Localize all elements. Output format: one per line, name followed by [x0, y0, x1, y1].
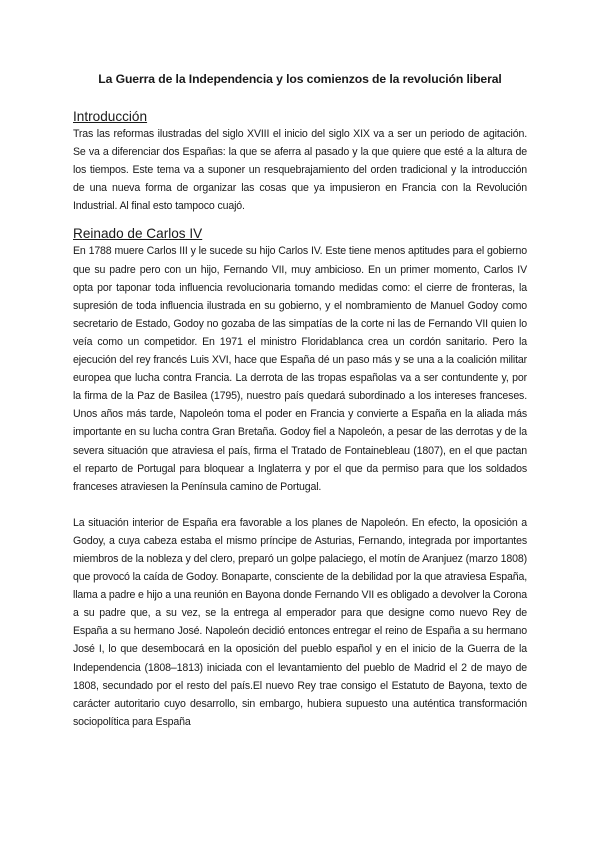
document-page: [73, 70, 527, 741]
section-introduccion: [73, 108, 527, 215]
paragraph-introduccion: Tras las reformas ilustradas del siglo XVIII el inicio del siglo XIX va a ser un periodo de agitación. Se va a diferenciar dos Españas: la que se aferra al pasado y la que quiere que esté a la altura de los tiempos. Este tema va a suponer un resquebrajamiento del orden tradicional y la introducción de una nueva forma de organizar las cosas que ya impusieron en Francia con la Revolución Industrial. Al final esto tampoco cuajó.: [73, 128, 527, 213]
paragraph-reinado-1: En 1788 muere Carlos III y le sucede su hijo Carlos IV. Este tiene menos aptitudes para el gobierno que su padre pero con un hijo, Fernando VII, muy ambicioso. En un primer momento, Carlos IV opta por taponar toda influencia revolucionaria tomando medidas como: el cierre de fronteras, la supresión de toda influencia ilustrada en su gobierno, y el nombramiento de Manuel Godoy como secretario de Estado, Godoy no gozaba de las simpatías de la corte ni las de Fernando VII quien lo veía como un competidor. En 1971 el ministro Floridablanca crea un cordón sanitario. Pero la ejecución del rey francés Luis XVI, hace que España dé un paso más y se una a la coalición militar europea que lucha contra Francia. La derrota de las tropas españolas va a ser contundente y, por la firma de la Paz de Basilea (1795), nuestro país quedará subordinado a los intereses franceses. Unos años más tarde, Napoleón toma el poder en Francia y convierte a España en la aliada más importante en su lucha contra Gran Bretaña. Godoy fiel a Napoleón, a pesar de las derrotas y de la severa situación que atraviesa el país, firma el Tratado de Fontainebleau (1807), en el que pactan el reparto de Portugal para bloquear a Inglaterra y por el que da permiso para que los soldados franceses atraviesen la Península camino de Portugal.: [73, 245, 527, 493]
section-heading-introduccion: Introducción: [73, 109, 148, 124]
section-reinado-carlos-iv: [73, 225, 527, 730]
document-title: La Guerra de la Independencia y los comienzos de la revolución liberal: [98, 72, 502, 86]
section-heading-reinado-carlos-iv: Reinado de Carlos IV: [73, 226, 203, 242]
paragraph-reinado-2: La situación interior de España era favorable a los planes de Napoleón. En efecto, la oposición a Godoy, a cuya cabeza estaba el mismo príncipe de Asturias, Fernando, integrada por importantes miembros de la nobleza y del clero, preparó un golpe palaciego, el motín de Aranjuez (marzo 1808) que provocó la caída de Godoy. Bonaparte, consciente de la debilidad por la que atraviesa España, llama a padre e hijo a una reunión en Bayona donde Fernando VII es obligado a devolver la Corona a su padre que, a su vez, se la entrega al emperador para que designe como nuevo Rey de España a su hermano José. Napoleón decidió entonces entregar el reino de España a su hermano José I, lo que desembocará en la oposición del pueblo español y en el inicio de la Guerra de la Independencia (1808–1813) iniciada con el levantamiento del pueblo de Madrid el 2 de mayo de 1808, secundado por el resto del país.El nuevo Rey trae consigo el Estatuto de Bayona, texto de carácter autoritario cuyo desarrollo, sin embargo, hubiera supuesto una auténtica transformación sociopolítica para España: [73, 516, 527, 728]
